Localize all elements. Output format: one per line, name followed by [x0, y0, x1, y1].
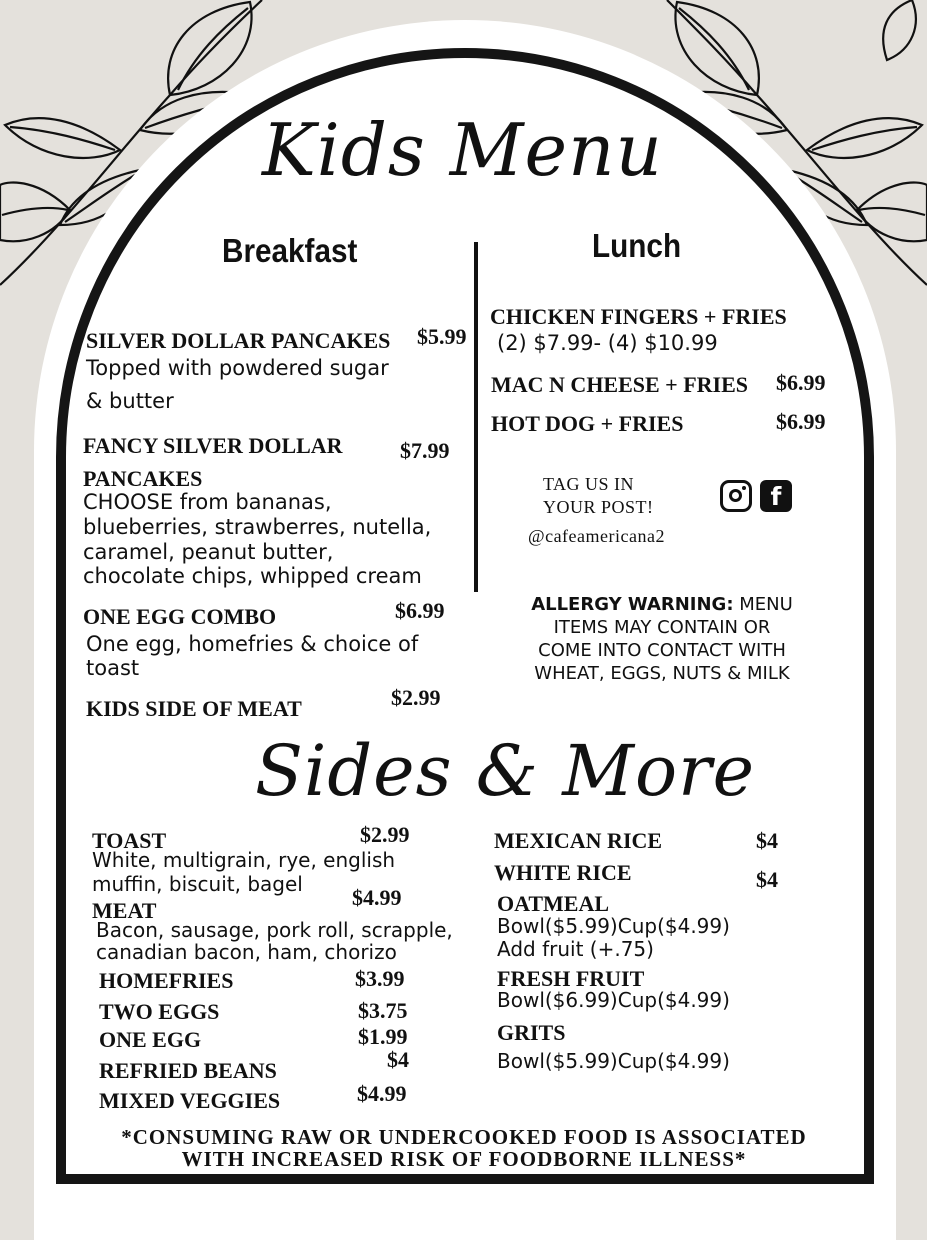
side-item-price: $2.99 — [360, 822, 410, 847]
side-item-price: $4 — [756, 867, 778, 892]
side-item-price: $4.99 — [352, 885, 402, 910]
lunch-item-name: HOT DOG + FRIES — [491, 411, 684, 436]
side-item-desc: Bowl($5.99)Cup($4.99) — [497, 914, 730, 938]
side-item-desc: Bacon, sausage, pork roll, scrapple, — [96, 918, 453, 942]
breakfast-item-name: KIDS SIDE OF MEAT — [86, 696, 302, 721]
sides-title: Sides & More — [255, 730, 756, 812]
breakfast-item-name: ONE EGG COMBO — [83, 604, 277, 629]
side-item-name: HOMEFRIES — [99, 968, 234, 993]
side-item-name: GRITS — [497, 1020, 566, 1045]
allergy-text: COME INTO CONTACT WITH — [538, 640, 786, 661]
side-item-desc: Add fruit (+.75) — [497, 937, 654, 961]
side-item-desc: Bowl($6.99)Cup($4.99) — [497, 988, 730, 1012]
breakfast-item-name-cont: PANCAKES — [83, 466, 203, 491]
breakfast-item-price: $5.99 — [417, 324, 467, 349]
allergy-text: ITEMS MAY CONTAIN OR — [553, 617, 771, 638]
side-item-name: FRESH FRUIT — [497, 966, 645, 991]
lunch-item-price: $6.99 — [776, 370, 826, 395]
side-item-name: TOAST — [92, 828, 167, 853]
side-item-name: MIXED VEGGIES — [99, 1088, 281, 1113]
side-item-price: $1.99 — [358, 1024, 408, 1049]
breakfast-item-price: $2.99 — [391, 685, 441, 710]
breakfast-item-name: FANCY SILVER DOLLAR — [83, 433, 343, 458]
side-item-price: $4 — [756, 828, 778, 853]
allergy-text: MENU — [733, 594, 793, 615]
breakfast-item-name: SILVER DOLLAR PANCAKES — [86, 328, 391, 353]
breakfast-item-desc: toast — [86, 656, 140, 680]
side-item-price: $4 — [387, 1047, 409, 1072]
side-item-desc: canadian bacon, ham, chorizo — [96, 940, 397, 964]
footer-line: *CONSUMING RAW OR UNDERCOOKED FOOD IS ASSOCIATED — [121, 1125, 807, 1149]
breakfast-item-desc: CHOOSE from bananas, — [83, 490, 332, 514]
side-item-desc: White, multigrain, rye, english — [92, 848, 396, 872]
side-item-price: $3.99 — [355, 966, 405, 991]
side-item-name: MEAT — [92, 898, 157, 923]
breakfast-item-price: $6.99 — [395, 598, 445, 623]
breakfast-item-price: $7.99 — [400, 438, 450, 463]
side-item-name: WHITE RICE — [494, 860, 632, 885]
side-item-name: ONE EGG — [99, 1027, 202, 1052]
social-tag-line: TAG US IN — [543, 474, 635, 494]
side-item-price: $3.75 — [358, 998, 408, 1023]
side-item-name: TWO EGGS — [99, 999, 220, 1024]
column-divider — [474, 242, 478, 592]
breakfast-item-desc: Topped with powdered sugar — [86, 356, 389, 380]
breakfast-item-desc: & butter — [86, 389, 174, 413]
lunch-item-desc: (2) $7.99- (4) $10.99 — [497, 331, 718, 355]
breakfast-heading: Breakfast — [222, 232, 358, 269]
footer-line: WITH INCREASED RISK OF FOODBORNE ILLNESS* — [181, 1147, 747, 1171]
breakfast-item-desc: One egg, homefries & choice of — [86, 632, 419, 656]
lunch-item-name: CHICKEN FINGERS + FRIES — [490, 304, 787, 329]
lunch-heading: Lunch — [592, 227, 682, 264]
page-title: Kids Menu — [262, 108, 663, 192]
lunch-item-price: $6.99 — [776, 409, 826, 434]
allergy-text: WHEAT, EGGS, NUTS & MILK — [534, 663, 790, 684]
food-safety-notice — [84, 1126, 844, 1170]
social-tag-line: YOUR POST! — [543, 497, 654, 517]
breakfast-item-desc: chocolate chips, whipped cream — [83, 564, 422, 588]
side-item-name: REFRIED BEANS — [99, 1058, 277, 1083]
allergy-warning — [502, 593, 822, 685]
breakfast-item-desc: blueberries, strawberres, nutella, — [83, 515, 432, 539]
lunch-item-name: MAC N CHEESE + FRIES — [491, 372, 749, 397]
allergy-label: ALLERGY WARNING: — [531, 594, 734, 615]
breakfast-item-desc: caramel, peanut butter, — [83, 540, 334, 564]
side-item-desc: Bowl($5.99)Cup($4.99) — [497, 1049, 730, 1073]
side-item-name: MEXICAN RICE — [494, 828, 663, 853]
facebook-icon[interactable]: f — [760, 480, 792, 512]
social-handle: @cafeamericana2 — [528, 526, 665, 546]
instagram-icon[interactable] — [720, 480, 752, 512]
side-item-price: $4.99 — [357, 1081, 407, 1106]
side-item-name: OATMEAL — [497, 891, 610, 916]
side-item-desc: muffin, biscuit, bagel — [92, 872, 303, 896]
